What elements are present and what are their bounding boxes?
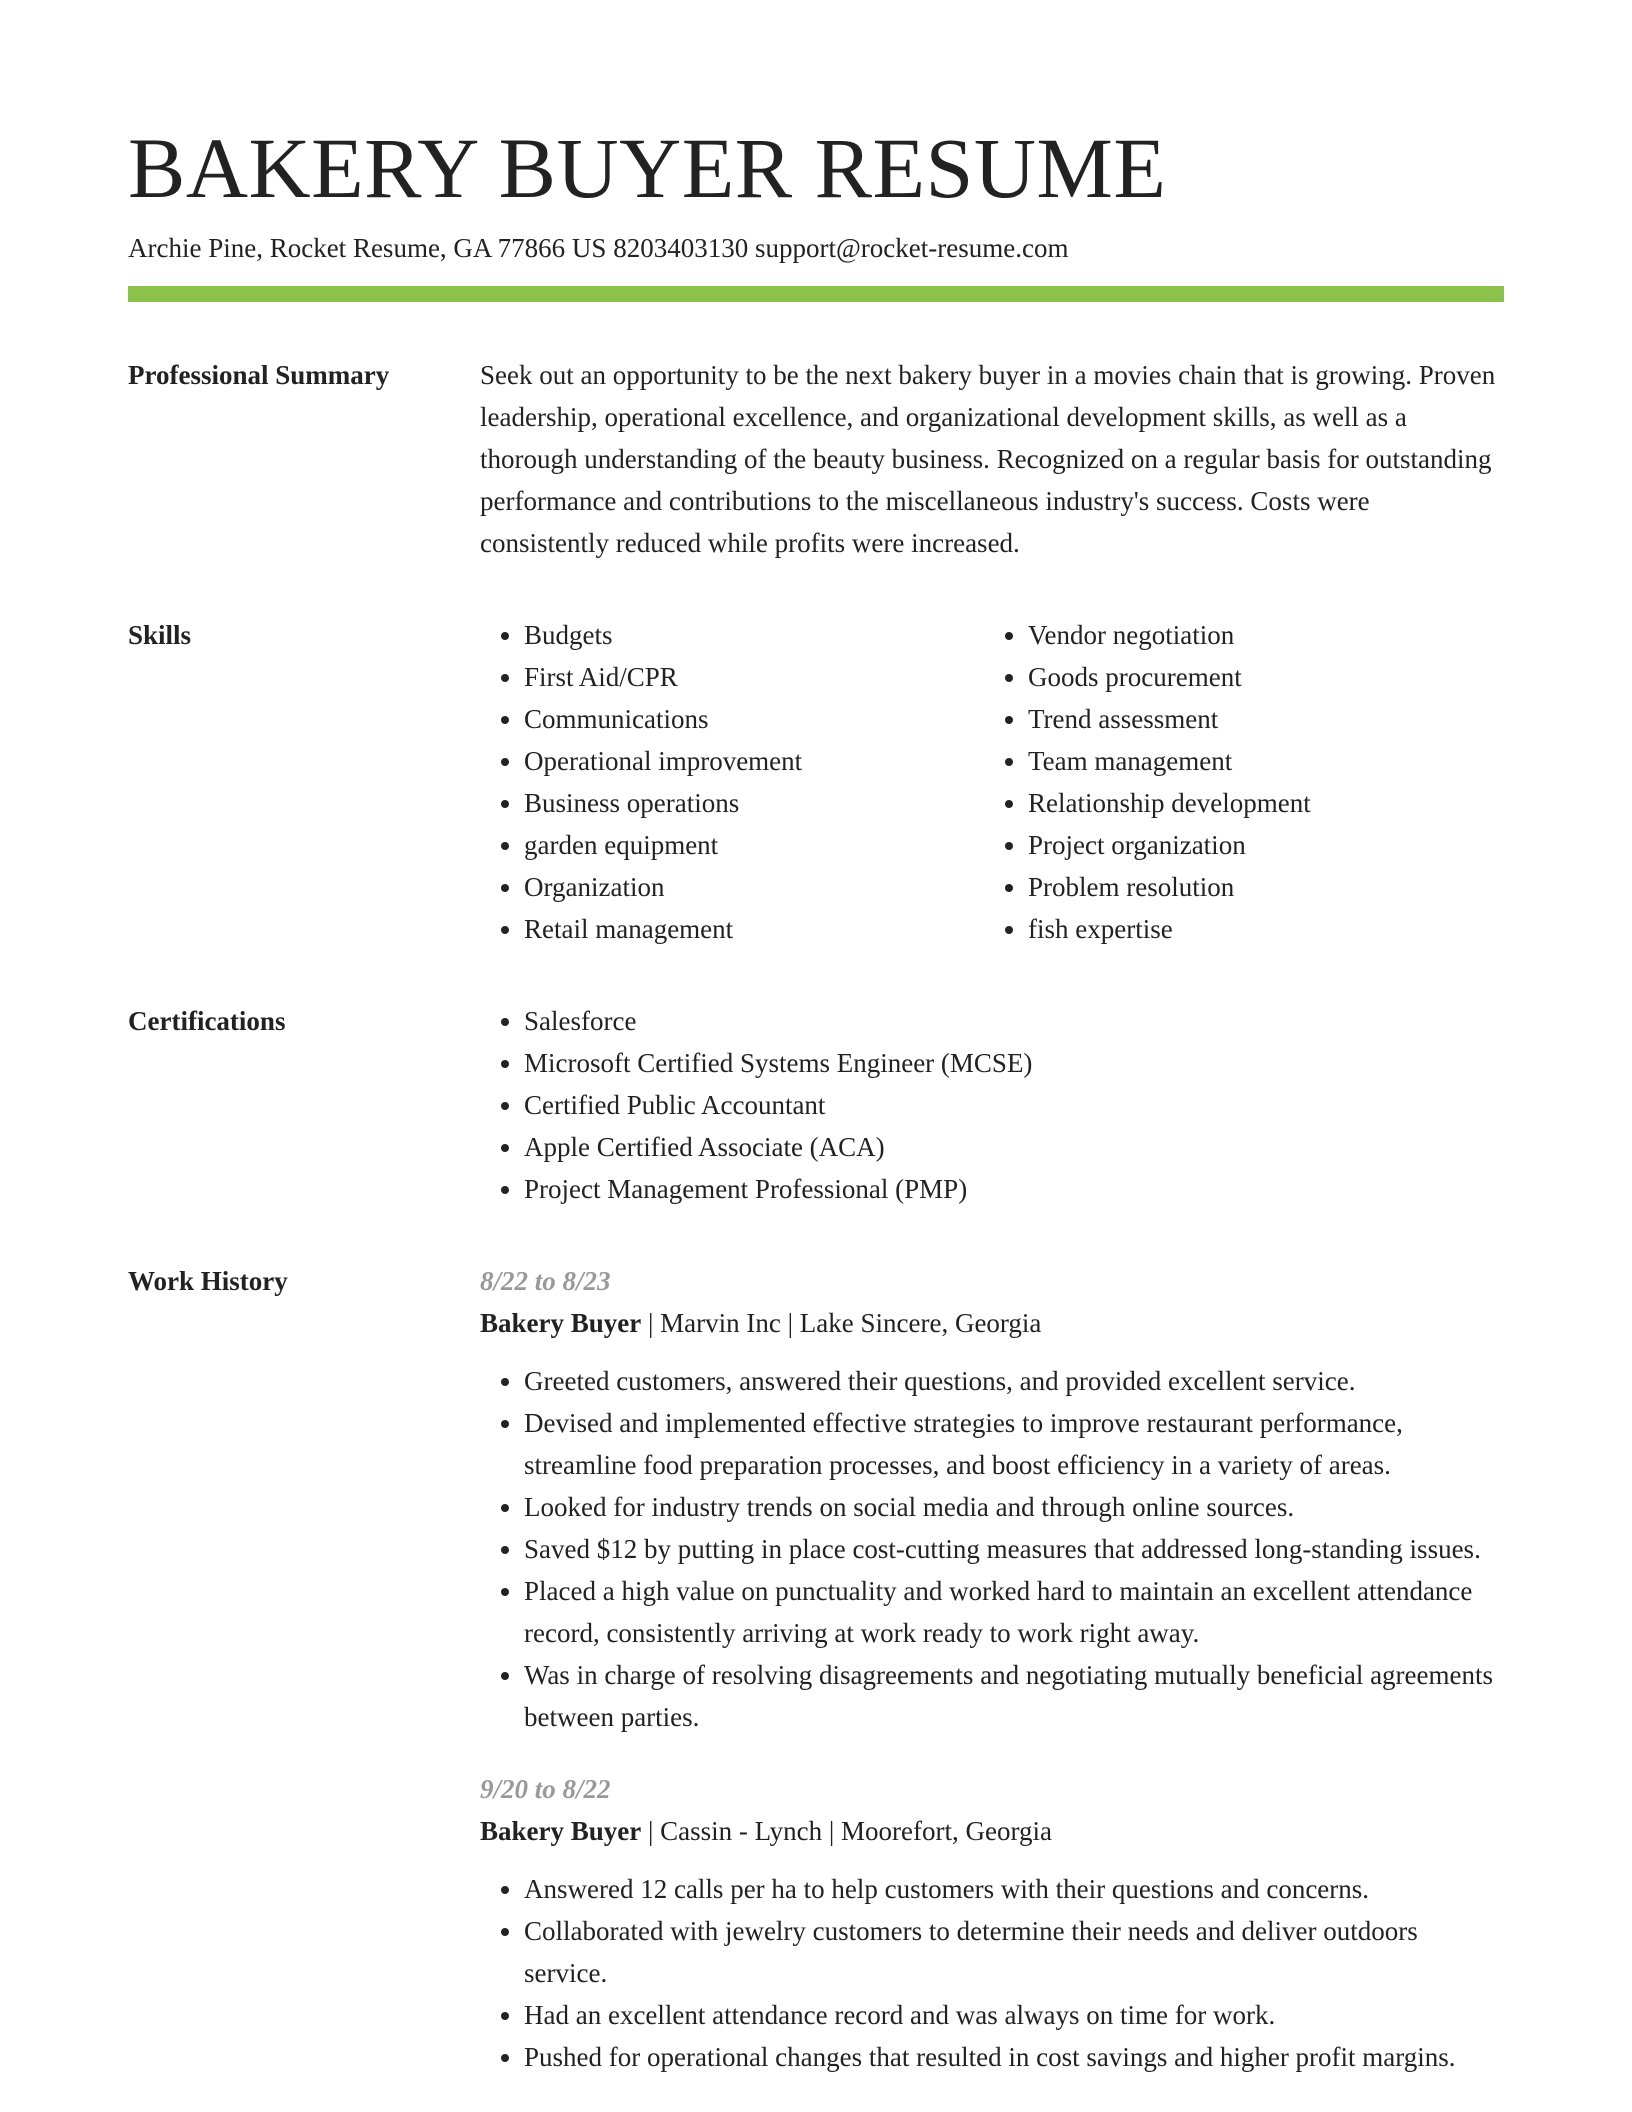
job-dates: 8/22 to 8/23 xyxy=(480,1266,611,1296)
job-title: Bakery Buyer xyxy=(480,1816,642,1846)
certifications-list xyxy=(480,1000,1504,1210)
job-bullet: • Was in charge of resolving disagreements and negotiating mutually beneficial agreements between parties. xyxy=(524,1654,1504,1738)
certification-item: • Salesforce xyxy=(524,1000,1504,1042)
skills-list-left xyxy=(480,614,984,950)
job-bullets xyxy=(480,1868,1504,2078)
skill-item: • Goods procurement xyxy=(1028,656,1488,698)
certification-item: • Microsoft Certified Systems Engineer (MCSE) xyxy=(524,1042,1504,1084)
work-history-content xyxy=(480,1260,1504,2108)
skill-item: • Organization xyxy=(524,866,984,908)
certification-item: • Project Management Professional (PMP) xyxy=(524,1168,1504,1210)
skill-item: • Project organization xyxy=(1028,824,1488,866)
job-dates: 9/20 to 8/22 xyxy=(480,1774,611,1804)
summary-section xyxy=(128,354,1504,564)
job-bullet: • Looked for industry trends on social media and through online sources. xyxy=(524,1486,1504,1528)
job-entry xyxy=(480,1768,1504,2078)
job-details: | Cassin - Lynch | Moorefort, Georgia xyxy=(641,1816,1052,1846)
skill-item: • Retail management xyxy=(524,908,984,950)
skill-item: • Operational improvement xyxy=(524,740,984,782)
section-label: Skills xyxy=(128,620,192,650)
certification-item: • Apple Certified Associate (ACA) xyxy=(524,1126,1504,1168)
skills-list-right xyxy=(984,614,1488,950)
section-label: Certifications xyxy=(128,1006,286,1036)
skills-section xyxy=(128,614,1504,950)
work-history-section xyxy=(128,1260,1504,2108)
job-bullet: • Saved $12 by putting in place cost-cutting measures that addressed long-standing issues. xyxy=(524,1528,1504,1570)
skill-item: • First Aid/CPR xyxy=(524,656,984,698)
skill-item: • Trend assessment xyxy=(1028,698,1488,740)
skill-item: • Problem resolution xyxy=(1028,866,1488,908)
contact-line: Archie Pine, Rocket Resume, GA 77866 US 8203403130 support@rocket-resume.com xyxy=(128,233,1069,263)
section-label: Work History xyxy=(128,1266,288,1296)
summary-text: Seek out an opportunity to be the next bakery buyer in a movies chain that is growing. Proven leadership, operational excellence, and organizational development skills, as well as a thorough understanding of the beauty business. Recognized on a regular basis for outstanding performance and contributions to the miscellaneous industry's success. Costs were consistently reduced while profits were increased. xyxy=(480,360,1496,558)
skill-item: • Relationship development xyxy=(1028,782,1488,824)
certification-item: • Certified Public Accountant xyxy=(524,1084,1504,1126)
resume-title: BAKERY BUYER RESUME xyxy=(128,120,1167,216)
certifications-content xyxy=(480,1000,1504,1210)
job-bullet: • Collaborated with jewelry customers to determine their needs and deliver outdoors service. xyxy=(524,1910,1504,1994)
skill-item: • Business operations xyxy=(524,782,984,824)
skill-item: • Budgets xyxy=(524,614,984,656)
header-divider xyxy=(128,286,1504,302)
job-heading xyxy=(480,1302,1504,1344)
skills-column-left xyxy=(480,614,984,950)
job-details: | Marvin Inc | Lake Sincere, Georgia xyxy=(641,1308,1042,1338)
job-bullet: • Placed a high value on punctuality and worked hard to maintain an excellent attendance record, consistently arriving at work ready to work right away. xyxy=(524,1570,1504,1654)
job-entry xyxy=(480,1260,1504,1738)
job-heading xyxy=(480,1810,1504,1852)
section-label: Professional Summary xyxy=(128,360,390,390)
skill-item: • fish expertise xyxy=(1028,908,1488,950)
job-title: Bakery Buyer xyxy=(480,1308,642,1338)
summary-content xyxy=(480,354,1504,564)
skills-column-right xyxy=(984,614,1488,950)
skills-content xyxy=(480,614,1504,950)
job-bullets xyxy=(480,1360,1504,1738)
certifications-section xyxy=(128,1000,1504,1210)
skill-item: • Team management xyxy=(1028,740,1488,782)
job-bullet: • Greeted customers, answered their questions, and provided excellent service. xyxy=(524,1360,1504,1402)
skill-item: • Communications xyxy=(524,698,984,740)
job-bullet: • Had an excellent attendance record and was always on time for work. xyxy=(524,1994,1504,2036)
job-bullet: • Devised and implemented effective strategies to improve restaurant performance, streamline food preparation processes, and boost efficiency in a variety of areas. xyxy=(524,1402,1504,1486)
job-bullet: • Pushed for operational changes that resulted in cost savings and higher profit margins. xyxy=(524,2036,1504,2078)
job-bullet: • Answered 12 calls per ha to help customers with their questions and concerns. xyxy=(524,1868,1504,1910)
resume-page xyxy=(128,118,1504,2108)
skill-item: • garden equipment xyxy=(524,824,984,866)
skill-item: • Vendor negotiation xyxy=(1028,614,1488,656)
